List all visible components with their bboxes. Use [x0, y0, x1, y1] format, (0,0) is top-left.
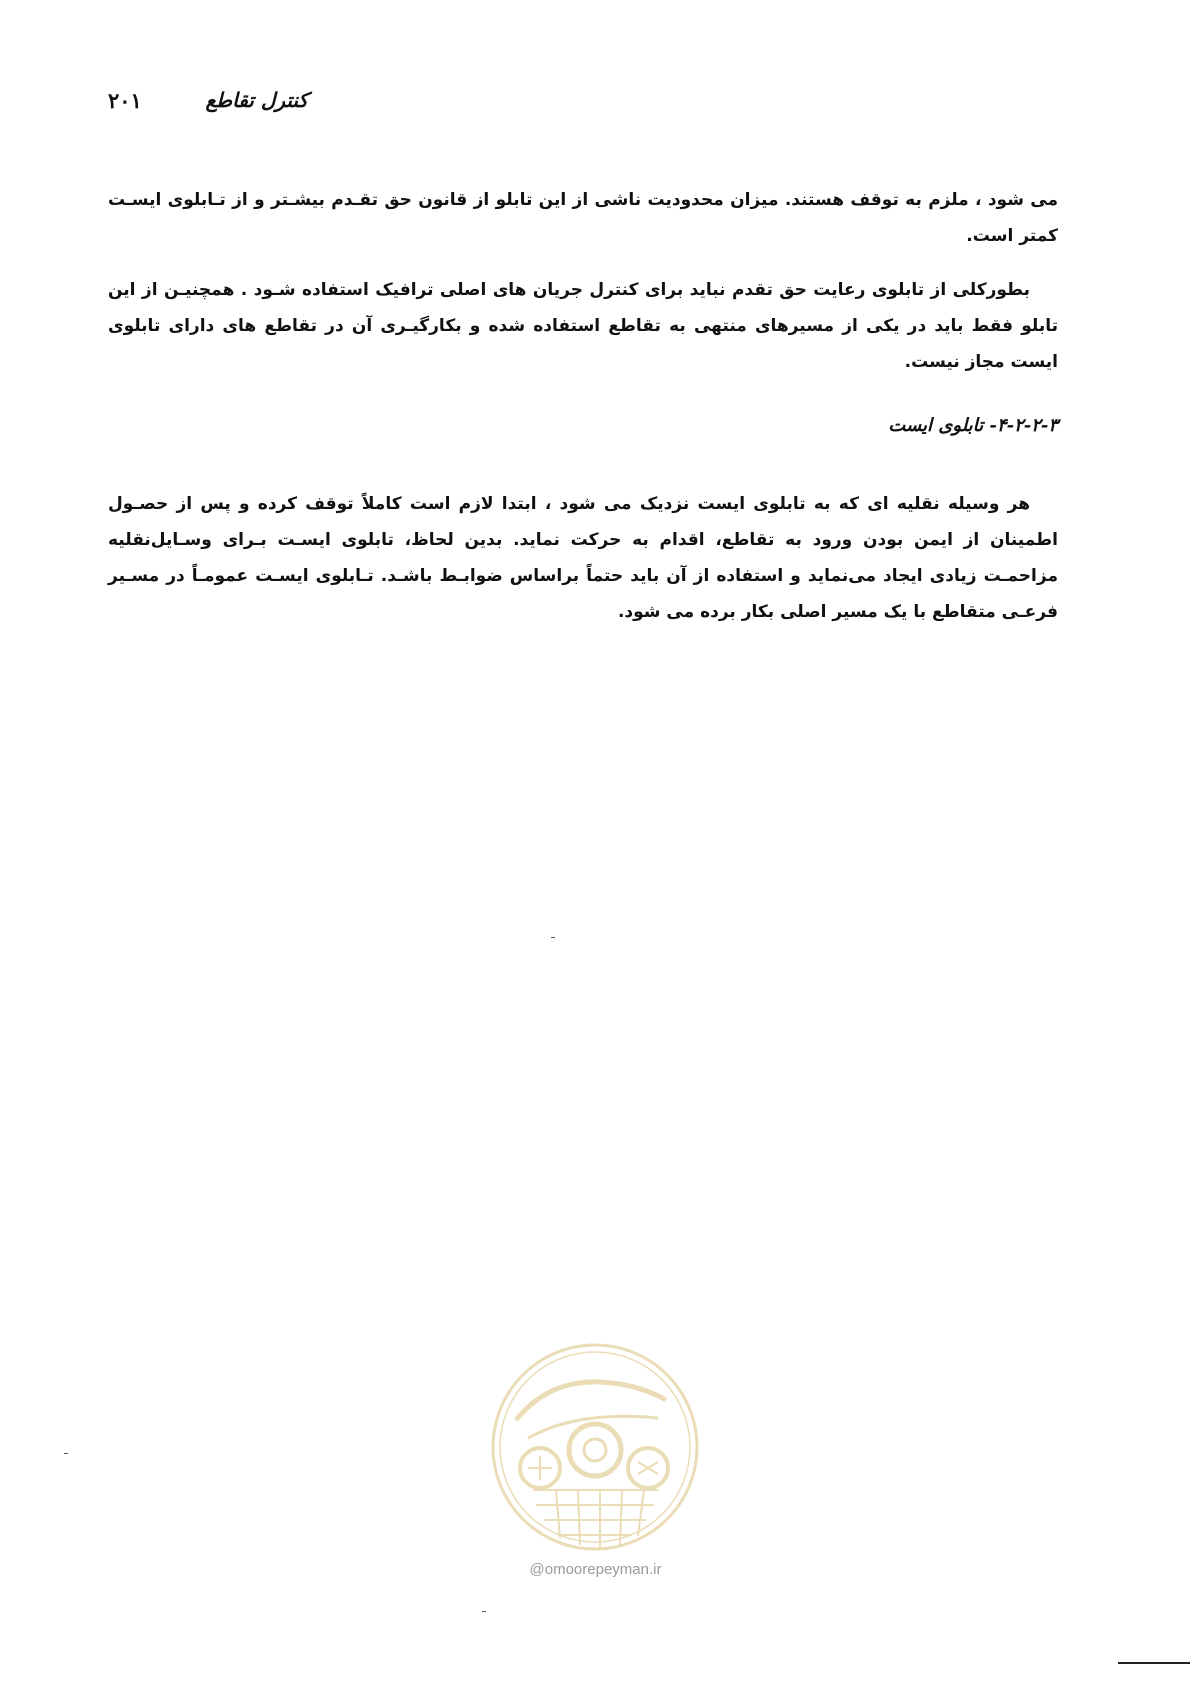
page-header	[108, 88, 308, 128]
footer-rule	[1118, 1662, 1190, 1664]
section-heading: ۴-۲-۲-۳- تابلوی ایست	[888, 415, 1058, 436]
watermark-handle: @omoorepeyman.ir	[529, 1561, 662, 1578]
scan-speck	[64, 1453, 68, 1454]
paragraph-yield-sign: بطورکلی از تابلوی رعایت حق تقدم نباید برای کنترل جریان های اصلی ترافیک استفاده شـود . همچنیـن از این تابلو فقط باید در یکی از مسیرهای منتهی به تقاطع استفاده شده و بکارگیـری آن در تقاطع های دارای تابلوی ایست مجاز نیست.	[108, 280, 1058, 372]
paragraph-stop-sign: هر وسیله نقلیه ای که به تابلوی ایست نزدیک می شود ، ابتدا لازم است کاملاً توقف کرده و پس از حصـول اطمینان از ایمن بودن ورود به تقاطع، اقدام به حرکت نماید. بدین لحاظ، تابلوی ایسـت بـرای وسـایل‌نقلیه مزاحمـت زیادی ایجاد می‌نماید و استفاده از آن باید حتماً براساس ضوابـط باشـد. تـابلوی ایسـت عمومـاً در مسـیر فرعـی متقاطع با یک مسیر اصلی بکار برده می شود.	[108, 494, 1058, 622]
omoore-peyman-logo-icon	[488, 1340, 703, 1555]
running-title: کنترل تقاطع	[205, 88, 308, 112]
scan-speck	[482, 1611, 486, 1612]
page-content	[108, 182, 1058, 648]
paragraph-continuation: می شود ، ملزم به توقف هستند. میزان محدودیت ناشی از این تابلو از قانون حق تقـدم بیشـتر و از تـابلوی ایسـت کمتر است.	[108, 190, 1058, 246]
page-number: ۲۰۱	[108, 88, 142, 113]
scan-speck	[551, 937, 555, 938]
